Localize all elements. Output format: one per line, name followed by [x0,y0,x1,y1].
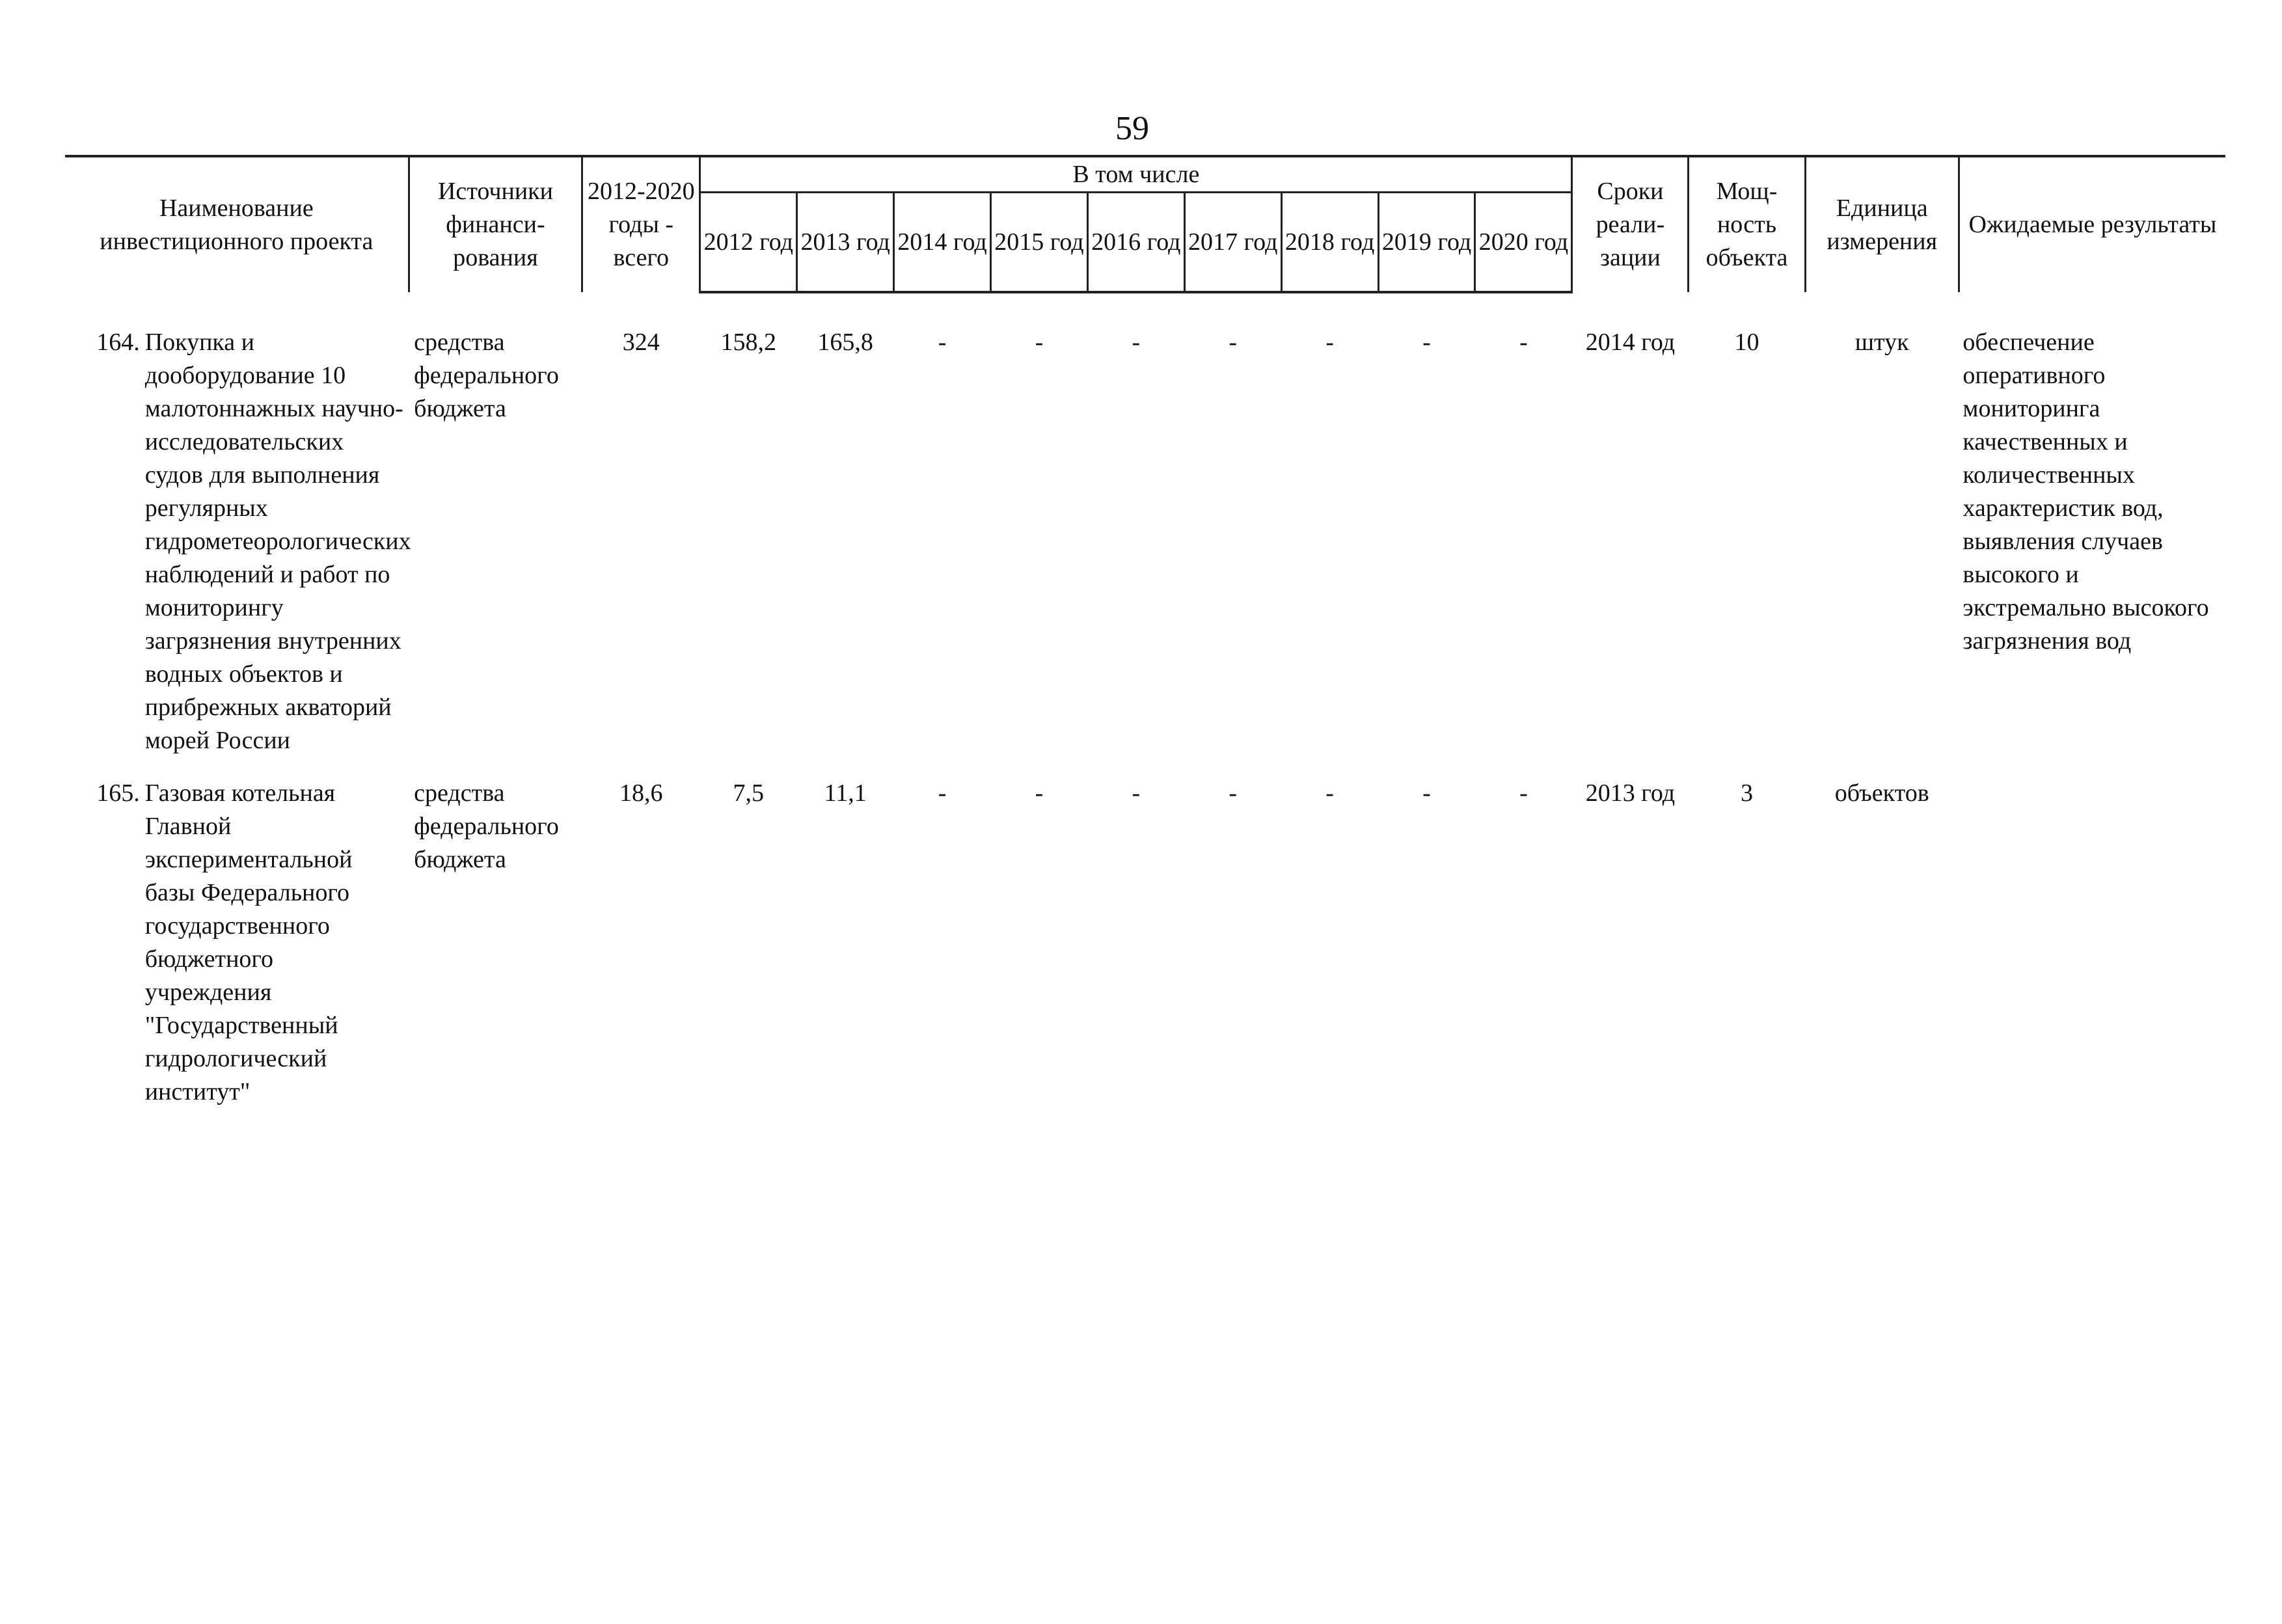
project-name: Покупка и дооборудование 10 малотоннажных научно-исследовательских судов для выполнения регулярных гидрометеорологических наблюдений и работ по мониторингу загрязнения внутренних водных объектов и прибрежных акваторий морей России [144,329,411,754]
table-row [65,326,2225,757]
total-amount: 324 [622,329,660,356]
total-amount: 18,6 [619,779,663,807]
implementation-deadline: 2014 год [1585,329,1676,356]
object-capacity: 3 [1740,779,1753,807]
year-value-2019: - [1422,329,1431,356]
page-number: 59 [1115,110,1149,147]
header-capacity: Мощ-ность объекта [1689,156,1805,292]
table-row [65,777,2225,1109]
header-sources: Источники финанси-рования [409,156,582,292]
year-value-2015: - [1035,779,1044,807]
header-including: В том числе [700,156,1572,193]
header-year-2017: 2017 год [1184,193,1281,293]
funding-source: средства федерального бюджета [414,329,559,422]
year-value-2014: - [938,329,947,356]
year-value-2017: - [1229,329,1238,356]
year-value-2019: - [1422,779,1431,807]
year-value-2014: - [938,779,947,807]
header-year-2018: 2018 год [1281,193,1378,293]
header-results: Ожидаемые результаты [1959,156,2225,292]
project-name: Газовая котельная Главной экспериментальной базы Федерального государственного бюджетного учреждения "Государственный гидрологический институт" [144,779,353,1105]
header-deadline: Сроки реали-зации [1572,156,1689,292]
year-value-2017: - [1229,779,1238,807]
header-year-2013: 2013 год [797,193,894,293]
year-value-2020: - [1519,329,1528,356]
header-project-name: Наименование инвестиционного проекта [65,156,409,292]
object-capacity: 10 [1734,329,1759,356]
expected-results: обеспечение оперативного мониторинга качественных и количественных характеристик вод, выявления случаев высокого и экстремально высокого загрязнения вод [1963,329,2209,655]
year-value-2016: - [1132,329,1141,356]
year-value-2013: 165,8 [817,329,873,356]
funding-source: средства федерального бюджета [414,779,559,873]
row-number: 165. [96,779,140,807]
investment-projects-table [65,155,2225,1109]
year-value-2018: - [1325,329,1334,356]
row-number: 164. [96,329,140,356]
year-value-2013: 11,1 [824,779,867,807]
header-year-2019: 2019 год [1378,193,1475,293]
year-value-2015: - [1035,329,1044,356]
header-year-2016: 2016 год [1087,193,1184,293]
header-year-2014: 2014 год [894,193,991,293]
year-value-2012: 7,5 [733,779,765,807]
header-unit: Единица измерения [1805,156,1959,292]
year-value-2012: 158,2 [720,329,777,356]
year-value-2020: - [1519,779,1528,807]
year-value-2016: - [1132,779,1141,807]
measurement-unit: объектов [1834,779,1929,807]
measurement-unit: штук [1854,329,1909,356]
header-year-2015: 2015 год [991,193,1088,293]
header-total: 2012-2020 годы - всего [582,156,700,292]
implementation-deadline: 2013 год [1585,779,1676,807]
expected-results [1959,777,2225,1109]
year-value-2018: - [1325,779,1334,807]
header-year-2020: 2020 год [1475,193,1572,293]
header-year-2012: 2012 год [700,193,797,293]
